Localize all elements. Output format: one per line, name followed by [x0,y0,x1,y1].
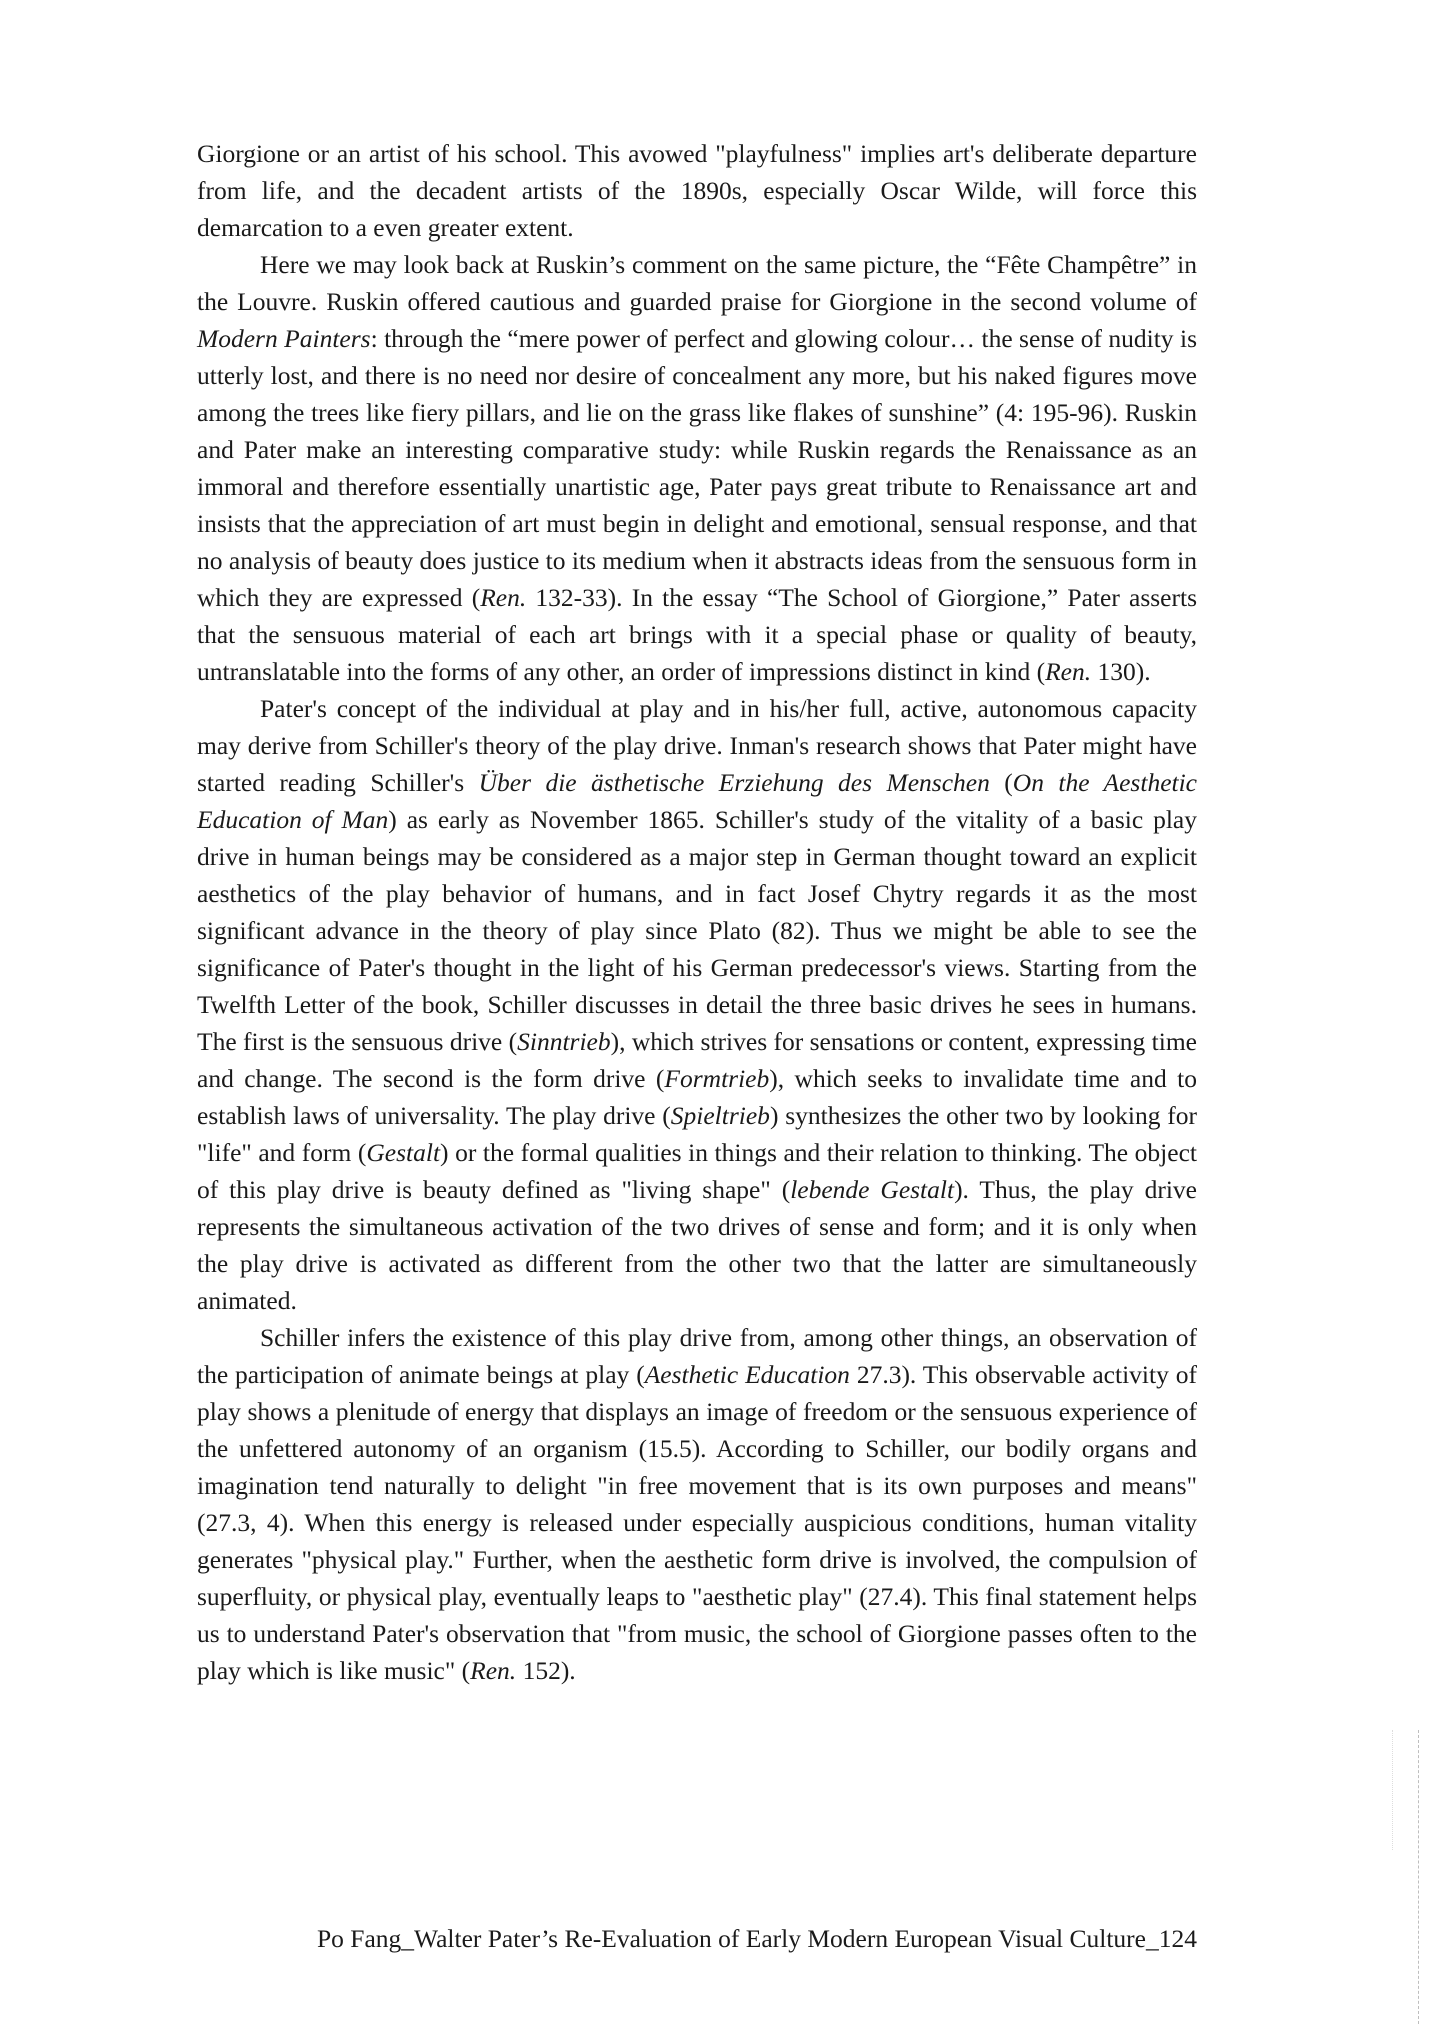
body-text [197,135,1197,1689]
italic-text: Ren. [470,1656,517,1685]
italic-text: Sinntrieb [517,1027,611,1056]
text-run: ) synthesizes the other two by looking for "life" and form ( [197,1101,1197,1167]
scan-edge-mark-faint [1392,1730,1393,1850]
italic-text: Über die ästhetische Erziehung des Menschen [478,768,990,797]
text-run: ( [989,768,1013,797]
text-run: ), which strives for sensations or content, expressing time and change. The second is the form drive ( [197,1027,1197,1093]
italic-text: lebende Gestalt [790,1175,955,1204]
text-run: : through the “mere power of perfect and glowing colour… the sense of nudity is utterly lost, and there is no need nor desire of concealment any more, but his naked figures move among the trees like fiery pillars, and lie on the grass like flakes of sunshine” (4: 195-96). Ruskin and Pater make an interesting comparative study: while Ruskin regards the Renaissance as an immoral and therefore essentially unartistic age, Pater pays great tribute to Renaissance art and insists that the appreciation of art must begin in delight and emotional, sensual response, and that no analysis of beauty does justice to its medium when it abstracts ideas from the sensuous form in which they are expressed ( [197,324,1197,612]
paragraph-1 [197,135,1197,246]
italic-text: Ren. [480,583,527,612]
text-run: Here we may look back at Ruskin’s comment on the same picture, the “Fête Champêtre” in the Louvre. Ruskin offered cautious and guarded praise for Giorgione in the second volume of [197,250,1197,316]
text-run: ) as early as November 1865. Schiller's study of the vitality of a basic play drive in human beings may be considered as a major step in German thought toward an explicit aesthetics of the play behavior of humans, and in fact Josef Chytry regards it as the most significant advance in the theory of play since Plato (82). Thus we might be able to see the significance of Pater's thought in the light of his German predecessor's views. Starting from the Twelfth Letter of the book, Schiller discusses in detail the three basic drives he sees in humans. The first is the sensuous drive ( [197,805,1197,1056]
text-run: 152). [516,1656,576,1685]
italic-text: On the Aesthetic Education of Man [197,768,1197,834]
text-run: ), which seeks to invalidate time and to establish laws of universality. The play drive ( [197,1064,1197,1130]
italic-text: Formtrieb [664,1064,770,1093]
text-run: 130). [1091,657,1151,686]
text-run: 27.3). This observable activity of play shows a plenitude of energy that displays an image of freedom or the sensuous experience of the unfettered autonomy of an organism (15.5). According to Schiller, our bodily organs and imagination tend naturally to delight "in free movement that is its own purposes and means" (27.3, 4). When this energy is released under especially auspicious conditions, human vitality generates "physical play." Further, when the aesthetic form drive is involved, the compulsion of superfluity, or physical play, eventually leaps to "aesthetic play" (27.4). This final statement helps us to understand Pater's observation that "from music, the school of Giorgione passes often to the play which is like music" ( [197,1360,1197,1685]
italic-text: Spieltrieb [670,1101,770,1130]
italic-text: Ren. [1045,657,1092,686]
paragraph-3 [197,690,1197,1319]
paragraph-4 [197,1319,1197,1689]
paragraph-2 [197,246,1197,690]
scan-edge-mark [1418,1730,1419,2024]
page-footer: Po Fang_Walter Pater’s Re-Evaluation of Early Modern European Visual Culture_124 [317,1924,1197,1953]
text-run: Giorgione or an artist of his school. This avowed "playfulness" implies art's deliberate departure from life, and the decadent artists of the 1890s, especially Oscar Wilde, will force this demarcation to a even greater extent. [197,139,1197,242]
italic-text: Gestalt [366,1138,441,1167]
text-run: 132-33). In the essay “The School of Giorgione,” Pater asserts that the sensuous material of each art brings with it a special phase or quality of beauty, untranslatable into the forms of any other, an order of impressions distinct in kind ( [197,583,1197,686]
text-run: Schiller infers the existence of this play drive from, among other things, an observation of the participation of animate beings at play ( [197,1323,1197,1389]
text-run: ). Thus, the play drive represents the simultaneous activation of the two drives of sense and form; and it is only when the play drive is activated as different from the other two that the latter are simultaneously animated. [197,1175,1197,1315]
italic-text: Aesthetic Education [644,1360,850,1389]
text-run: ) or the formal qualities in things and their relation to thinking. The object of this play drive is beauty defined as "living shape" ( [197,1138,1197,1204]
text-run: Pater's concept of the individual at play and in his/her full, active, autonomous capacity may derive from Schiller's theory of the play drive. Inman's research shows that Pater might have started reading Schiller's [197,694,1197,797]
italic-text: Modern Painters [197,324,371,353]
